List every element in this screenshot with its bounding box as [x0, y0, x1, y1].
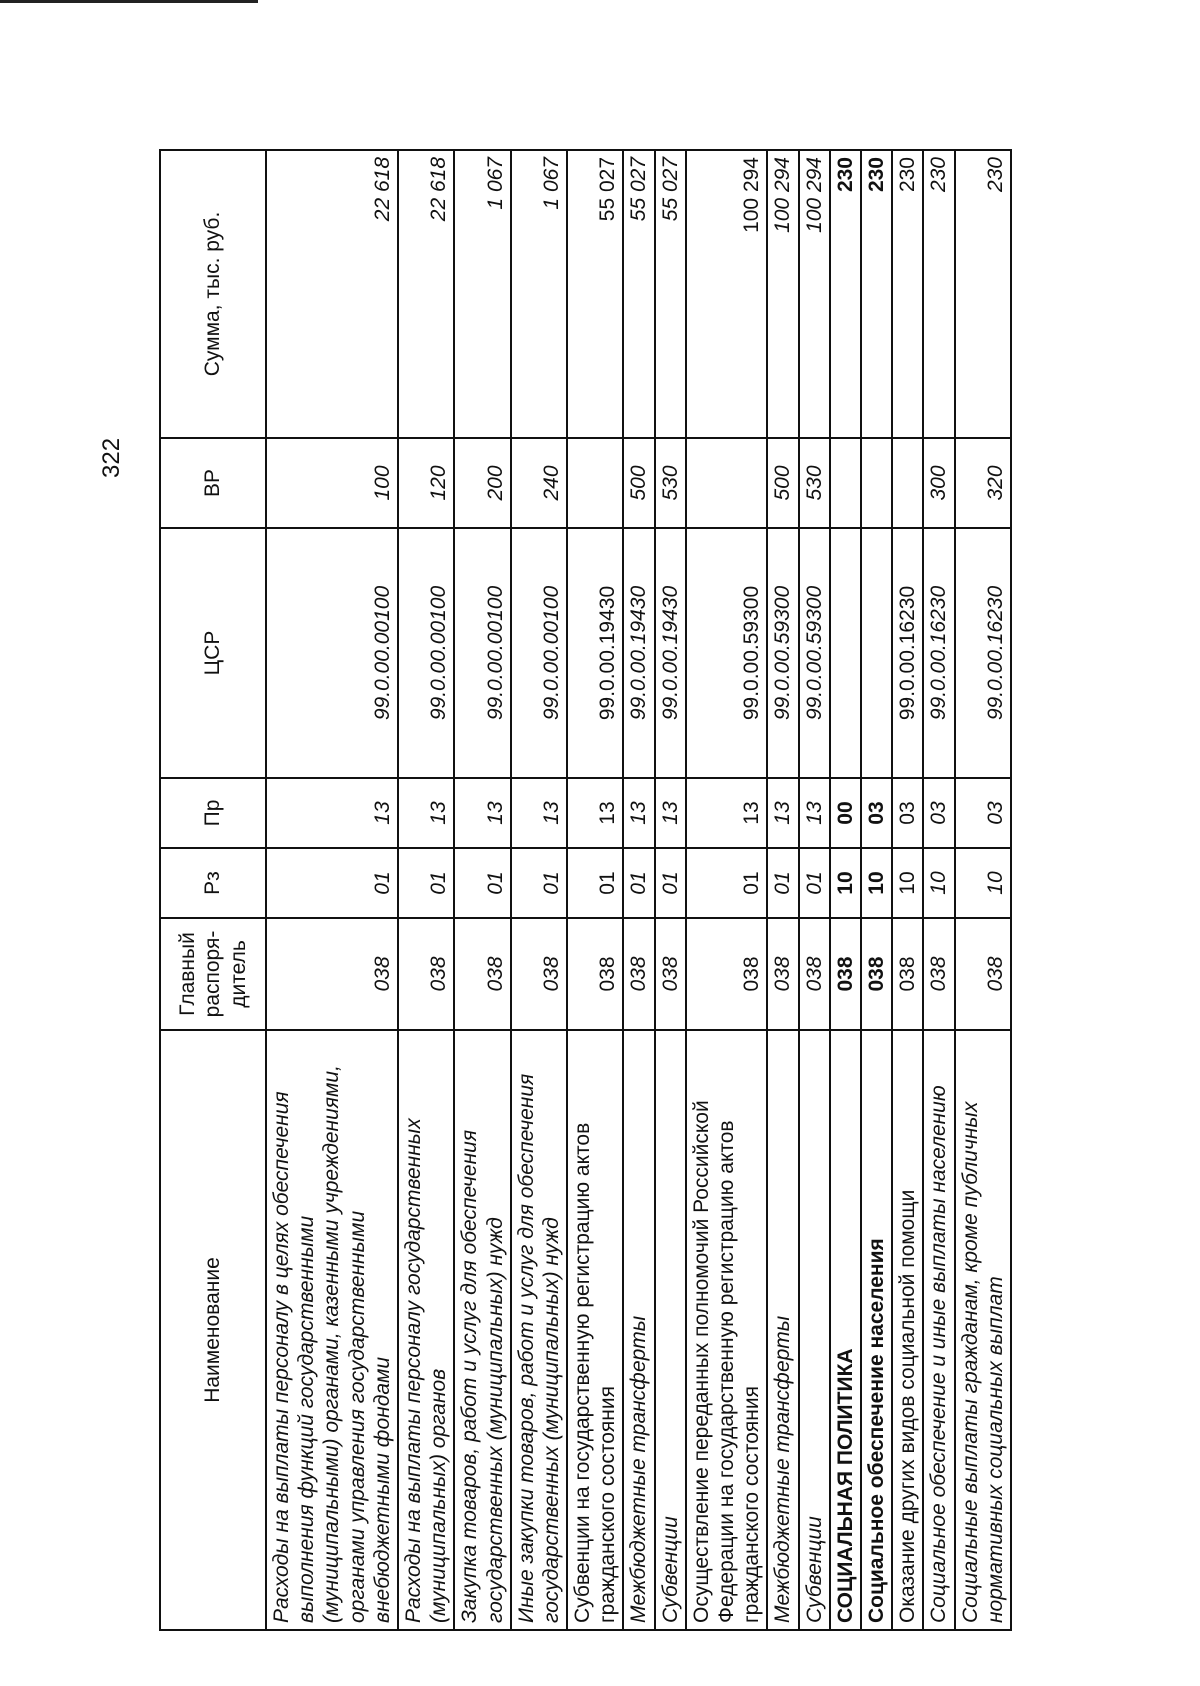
cell-name: Межбюджетные трансферты	[623, 1030, 654, 1630]
cell-subsection: 03	[892, 778, 923, 848]
cell-chief-manager: 038	[686, 918, 768, 1030]
cell-section: 01	[454, 848, 510, 918]
cell-expense-type: 100	[266, 438, 398, 528]
cell-chief-manager: 038	[830, 918, 861, 1030]
cell-name: Иные закупки товаров, работ и услуг для обеспечения государственных (муниципальных) нужд	[511, 1030, 567, 1630]
cell-amount: 55 027	[623, 150, 654, 438]
cell-section: 10	[955, 848, 1011, 918]
cell-target-article: 99.0.00.00100	[511, 528, 567, 778]
cell-amount: 230	[830, 150, 861, 438]
cell-subsection: 13	[454, 778, 510, 848]
cell-section: 10	[861, 848, 892, 918]
cell-target-article: 99.0.00.59300	[767, 528, 798, 778]
cell-amount: 100 294	[799, 150, 830, 438]
table-row	[623, 150, 654, 1630]
table-row	[799, 150, 830, 1630]
cell-expense-type: 500	[623, 438, 654, 528]
table-body	[266, 150, 1011, 1630]
cell-expense-type	[686, 438, 768, 528]
cell-subsection: 13	[567, 778, 623, 848]
cell-amount: 1 067	[511, 150, 567, 438]
cell-subsection: 13	[655, 778, 686, 848]
cell-chief-manager: 038	[861, 918, 892, 1030]
cell-subsection: 13	[799, 778, 830, 848]
cell-section: 01	[398, 848, 454, 918]
cell-subsection: 13	[398, 778, 454, 848]
cell-target-article	[830, 528, 861, 778]
cell-name: Расходы на выплаты персоналу государственных (муниципальных) органов	[398, 1030, 454, 1630]
cell-amount: 230	[923, 150, 954, 438]
cell-chief-manager: 038	[454, 918, 510, 1030]
rotated-table-wrapper	[159, 151, 1019, 1631]
cell-amount: 1 067	[454, 150, 510, 438]
cell-expense-type	[892, 438, 923, 528]
cell-subsection: 13	[686, 778, 768, 848]
table-row	[955, 150, 1011, 1630]
table-row	[767, 150, 798, 1630]
top-rule	[0, 0, 258, 3]
cell-chief-manager: 038	[623, 918, 654, 1030]
cell-chief-manager: 038	[892, 918, 923, 1030]
cell-name: Субвенции на государственную регистрацию актов гражданского состояния	[567, 1030, 623, 1630]
cell-expense-type: 530	[799, 438, 830, 528]
cell-section: 01	[686, 848, 768, 918]
cell-subsection: 03	[955, 778, 1011, 848]
table-row	[686, 150, 768, 1630]
cell-expense-type: 300	[923, 438, 954, 528]
cell-target-article: 99.0.00.00100	[398, 528, 454, 778]
cell-chief-manager: 038	[799, 918, 830, 1030]
cell-subsection: 13	[511, 778, 567, 848]
cell-target-article: 99.0.00.00100	[454, 528, 510, 778]
cell-expense-type: 240	[511, 438, 567, 528]
cell-expense-type: 200	[454, 438, 510, 528]
cell-amount: 230	[892, 150, 923, 438]
cell-chief-manager: 038	[511, 918, 567, 1030]
cell-expense-type: 530	[655, 438, 686, 528]
cell-target-article	[861, 528, 892, 778]
cell-target-article: 99.0.00.19430	[623, 528, 654, 778]
cell-section: 01	[623, 848, 654, 918]
cell-amount: 55 027	[567, 150, 623, 438]
header-section: Рз	[160, 848, 266, 918]
cell-expense-type: 500	[767, 438, 798, 528]
budget-table	[159, 149, 1012, 1631]
cell-chief-manager: 038	[398, 918, 454, 1030]
cell-amount: 230	[955, 150, 1011, 438]
cell-target-article: 99.0.00.19430	[655, 528, 686, 778]
cell-target-article: 99.0.00.59300	[799, 528, 830, 778]
cell-target-article: 99.0.00.16230	[892, 528, 923, 778]
cell-name: Межбюджетные трансферты	[767, 1030, 798, 1630]
cell-section: 10	[830, 848, 861, 918]
table-row	[830, 150, 861, 1630]
cell-subsection: 00	[830, 778, 861, 848]
cell-expense-type: 320	[955, 438, 1011, 528]
cell-name: СОЦИАЛЬНАЯ ПОЛИТИКА	[830, 1030, 861, 1630]
cell-target-article: 99.0.00.59300	[686, 528, 768, 778]
cell-name: Оказание других видов социальной помощи	[892, 1030, 923, 1630]
cell-subsection: 13	[767, 778, 798, 848]
cell-subsection: 03	[923, 778, 954, 848]
cell-expense-type	[861, 438, 892, 528]
table-row	[266, 150, 398, 1630]
cell-chief-manager: 038	[767, 918, 798, 1030]
header-chief-manager: Главный распоря-дитель	[160, 918, 266, 1030]
cell-name: Закупка товаров, работ и услуг для обеспечения государственных (муниципальных) нужд	[454, 1030, 510, 1630]
page-number: 322	[98, 437, 125, 478]
table-row	[398, 150, 454, 1630]
cell-amount: 100 294	[686, 150, 768, 438]
cell-section: 01	[266, 848, 398, 918]
cell-expense-type: 120	[398, 438, 454, 528]
table-row	[454, 150, 510, 1630]
table-row	[511, 150, 567, 1630]
cell-name: Расходы на выплаты персоналу в целях обеспечения выполнения функций государственными (муниципальными) органами, казенными учреждениями, органами управления государственными внебюджетными фондами	[266, 1030, 398, 1630]
cell-name: Социальное обеспечение населения	[861, 1030, 892, 1630]
cell-target-article: 99.0.00.00100	[266, 528, 398, 778]
table-row	[655, 150, 686, 1630]
cell-section: 01	[511, 848, 567, 918]
cell-target-article: 99.0.00.16230	[923, 528, 954, 778]
cell-section: 01	[655, 848, 686, 918]
cell-chief-manager: 038	[955, 918, 1011, 1030]
cell-section: 01	[799, 848, 830, 918]
cell-chief-manager: 038	[655, 918, 686, 1030]
cell-section: 10	[923, 848, 954, 918]
cell-name: Социальные выплаты гражданам, кроме публичных нормативных социальных выплат	[955, 1030, 1011, 1630]
cell-name: Осуществление переданных полномочий Российской Федерации на государственную регистрацию актов гражданского состояния	[686, 1030, 768, 1630]
header-name: Наименование	[160, 1030, 266, 1630]
cell-target-article: 99.0.00.16230	[955, 528, 1011, 778]
header-expense-type: ВР	[160, 438, 266, 528]
cell-name: Субвенции	[655, 1030, 686, 1630]
cell-amount: 230	[861, 150, 892, 438]
cell-chief-manager: 038	[266, 918, 398, 1030]
cell-section: 01	[567, 848, 623, 918]
cell-amount: 55 027	[655, 150, 686, 438]
cell-amount: 100 294	[767, 150, 798, 438]
cell-target-article: 99.0.00.19430	[567, 528, 623, 778]
cell-section: 01	[767, 848, 798, 918]
cell-section: 10	[892, 848, 923, 918]
cell-subsection: 13	[266, 778, 398, 848]
cell-subsection: 13	[623, 778, 654, 848]
cell-amount: 22 618	[398, 150, 454, 438]
header-target-article: ЦСР	[160, 528, 266, 778]
header-amount: Сумма, тыс. руб.	[160, 150, 266, 438]
cell-chief-manager: 038	[567, 918, 623, 1030]
cell-amount: 22 618	[266, 150, 398, 438]
cell-chief-manager: 038	[923, 918, 954, 1030]
cell-subsection: 03	[861, 778, 892, 848]
cell-name: Социальное обеспечение и иные выплаты населению	[923, 1030, 954, 1630]
cell-expense-type	[830, 438, 861, 528]
cell-name: Субвенции	[799, 1030, 830, 1630]
table-row	[567, 150, 623, 1630]
table-header-row	[160, 150, 266, 1630]
table-row	[892, 150, 923, 1630]
cell-expense-type	[567, 438, 623, 528]
header-subsection: Пр	[160, 778, 266, 848]
table-row	[861, 150, 892, 1630]
table-row	[923, 150, 954, 1630]
